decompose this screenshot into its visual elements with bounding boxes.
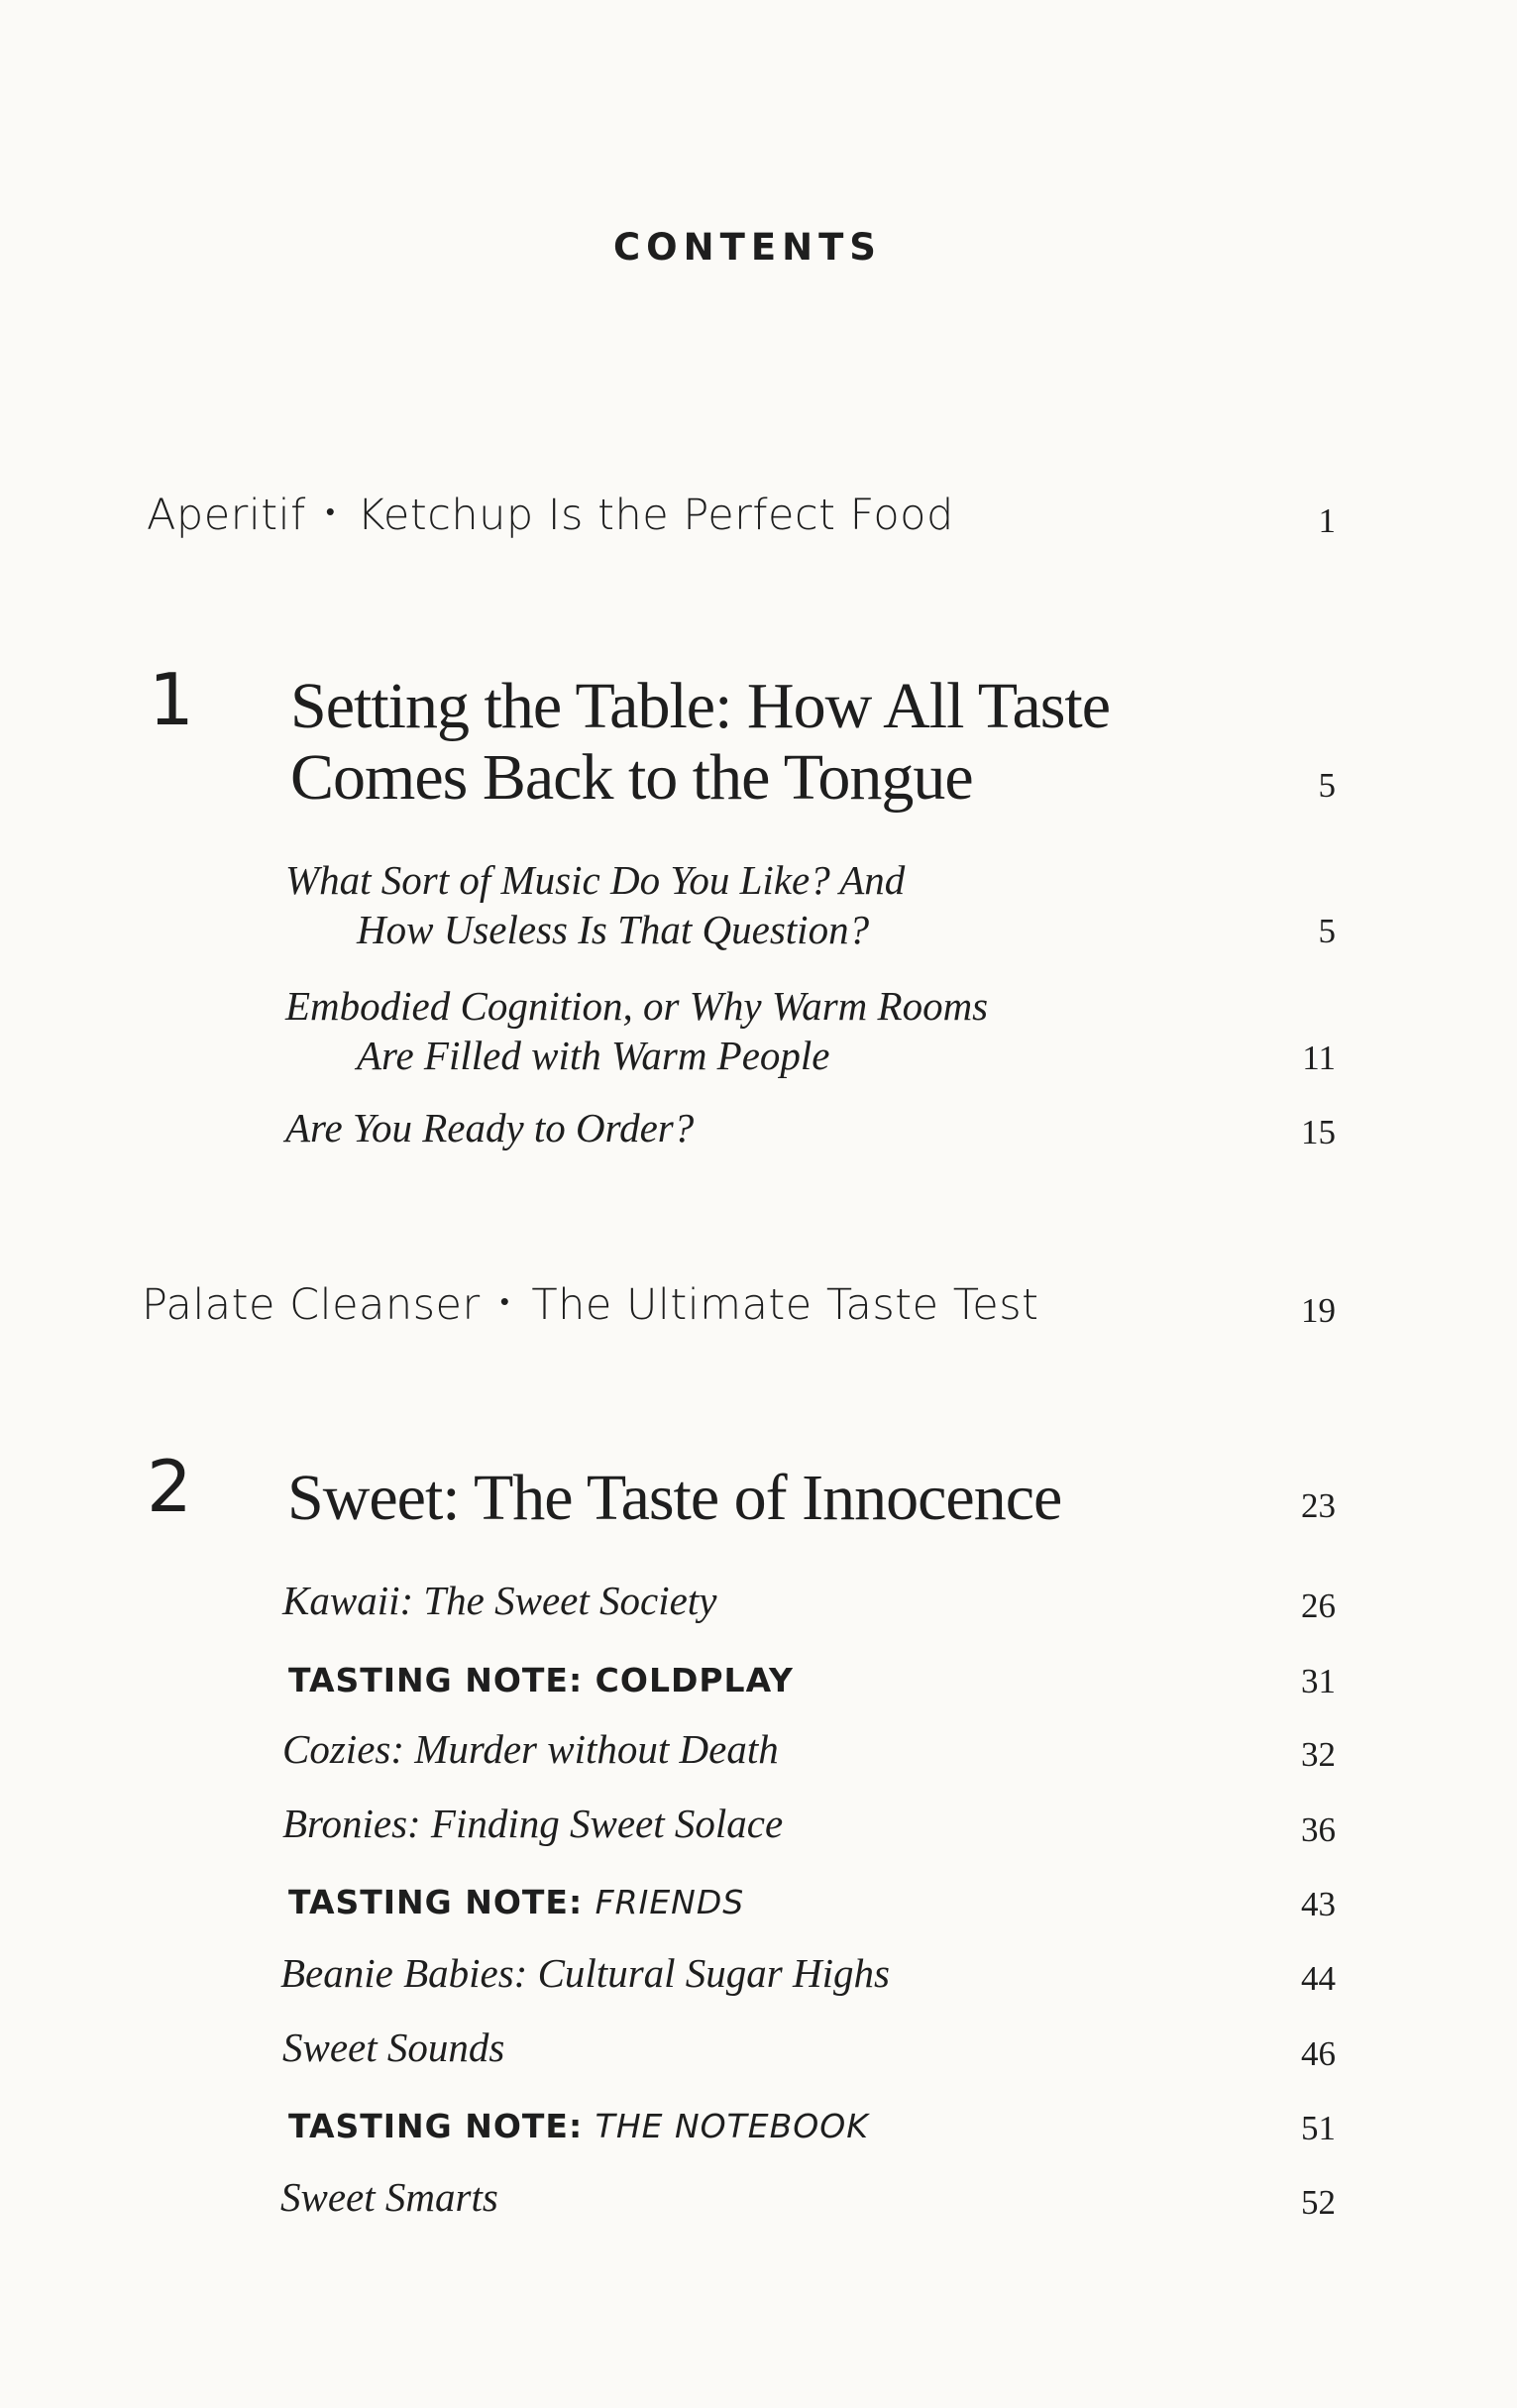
chapter-title-line2: Comes Back to the Tongue <box>290 741 973 814</box>
page-number: 5 <box>1318 912 1336 950</box>
page-number: 11 <box>1302 1039 1336 1077</box>
page-number: 46 <box>1301 2034 1336 2073</box>
toc-entry-aperitif <box>147 491 954 540</box>
section-title: Sweet Smarts <box>280 2174 498 2220</box>
page-number: 44 <box>1301 1959 1336 1998</box>
page-number: 15 <box>1301 1113 1336 1151</box>
tasting-note-subject: FRIENDS <box>595 1883 745 1921</box>
section-title-line2: Are Filled with Warm People <box>357 1033 830 1078</box>
tasting-note-prefix: TASTING NOTE: <box>288 1883 584 1921</box>
chapter-number: 1 <box>149 658 194 741</box>
page-title: CONTENTS <box>613 226 882 269</box>
section-title: Kawaii: The Sweet Society <box>282 1578 717 1623</box>
tasting-note-prefix: TASTING NOTE: <box>288 2107 584 2145</box>
section-title: Are You Ready to Order? <box>285 1105 695 1150</box>
toc-entry-palate-cleanser <box>142 1280 1038 1330</box>
interlude-label: Aperitif <box>147 491 306 540</box>
page-number: 52 <box>1301 2183 1336 2222</box>
section-title-line1: What Sort of Music Do You Like? And <box>285 857 906 903</box>
section-title-line2: How Useless Is That Question? <box>357 907 870 952</box>
page-number: 23 <box>1301 1486 1336 1525</box>
section-entry <box>285 981 988 1080</box>
interlude-title: Ketchup Is the Perfect Food <box>357 491 954 540</box>
bullet-icon: • <box>499 1287 510 1317</box>
page-number: 43 <box>1301 1885 1336 1923</box>
section-title: Cozies: Murder without Death <box>282 1726 779 1772</box>
page-number: 26 <box>1301 1587 1336 1625</box>
page-number: 5 <box>1318 766 1336 805</box>
section-title: Sweet Sounds <box>282 2025 505 2070</box>
page-number: 36 <box>1301 1810 1336 1849</box>
tasting-note <box>288 1883 744 1921</box>
interlude-title: The Ultimate Taste Test <box>531 1280 1039 1330</box>
tasting-note-subject: COLDPLAY <box>595 1661 794 1699</box>
interlude-label: Palate Cleanser <box>142 1280 481 1330</box>
tasting-note <box>288 2107 869 2145</box>
chapter-number: 2 <box>147 1445 192 1528</box>
bullet-icon: • <box>325 497 336 527</box>
page-number: 32 <box>1301 1735 1336 1774</box>
chapter-title-line1: Setting the Table: How All Taste <box>290 670 1111 742</box>
page-number: 1 <box>1318 501 1336 540</box>
chapter-title: Sweet: The Taste of Innocence <box>287 1462 1062 1534</box>
page-number: 31 <box>1301 1662 1336 1700</box>
section-title: Beanie Babies: Cultural Sugar Highs <box>280 1950 890 1996</box>
section-entry <box>285 855 905 954</box>
tasting-note-subject: THE NOTEBOOK <box>595 2107 869 2145</box>
section-title: Bronies: Finding Sweet Solace <box>282 1801 784 1846</box>
tasting-note-prefix: TASTING NOTE: <box>288 1661 584 1699</box>
section-title-line1: Embodied Cognition, or Why Warm Rooms <box>285 983 989 1029</box>
tasting-note <box>288 1661 794 1699</box>
page-number: 51 <box>1301 2109 1336 2147</box>
page-number: 19 <box>1301 1291 1336 1330</box>
